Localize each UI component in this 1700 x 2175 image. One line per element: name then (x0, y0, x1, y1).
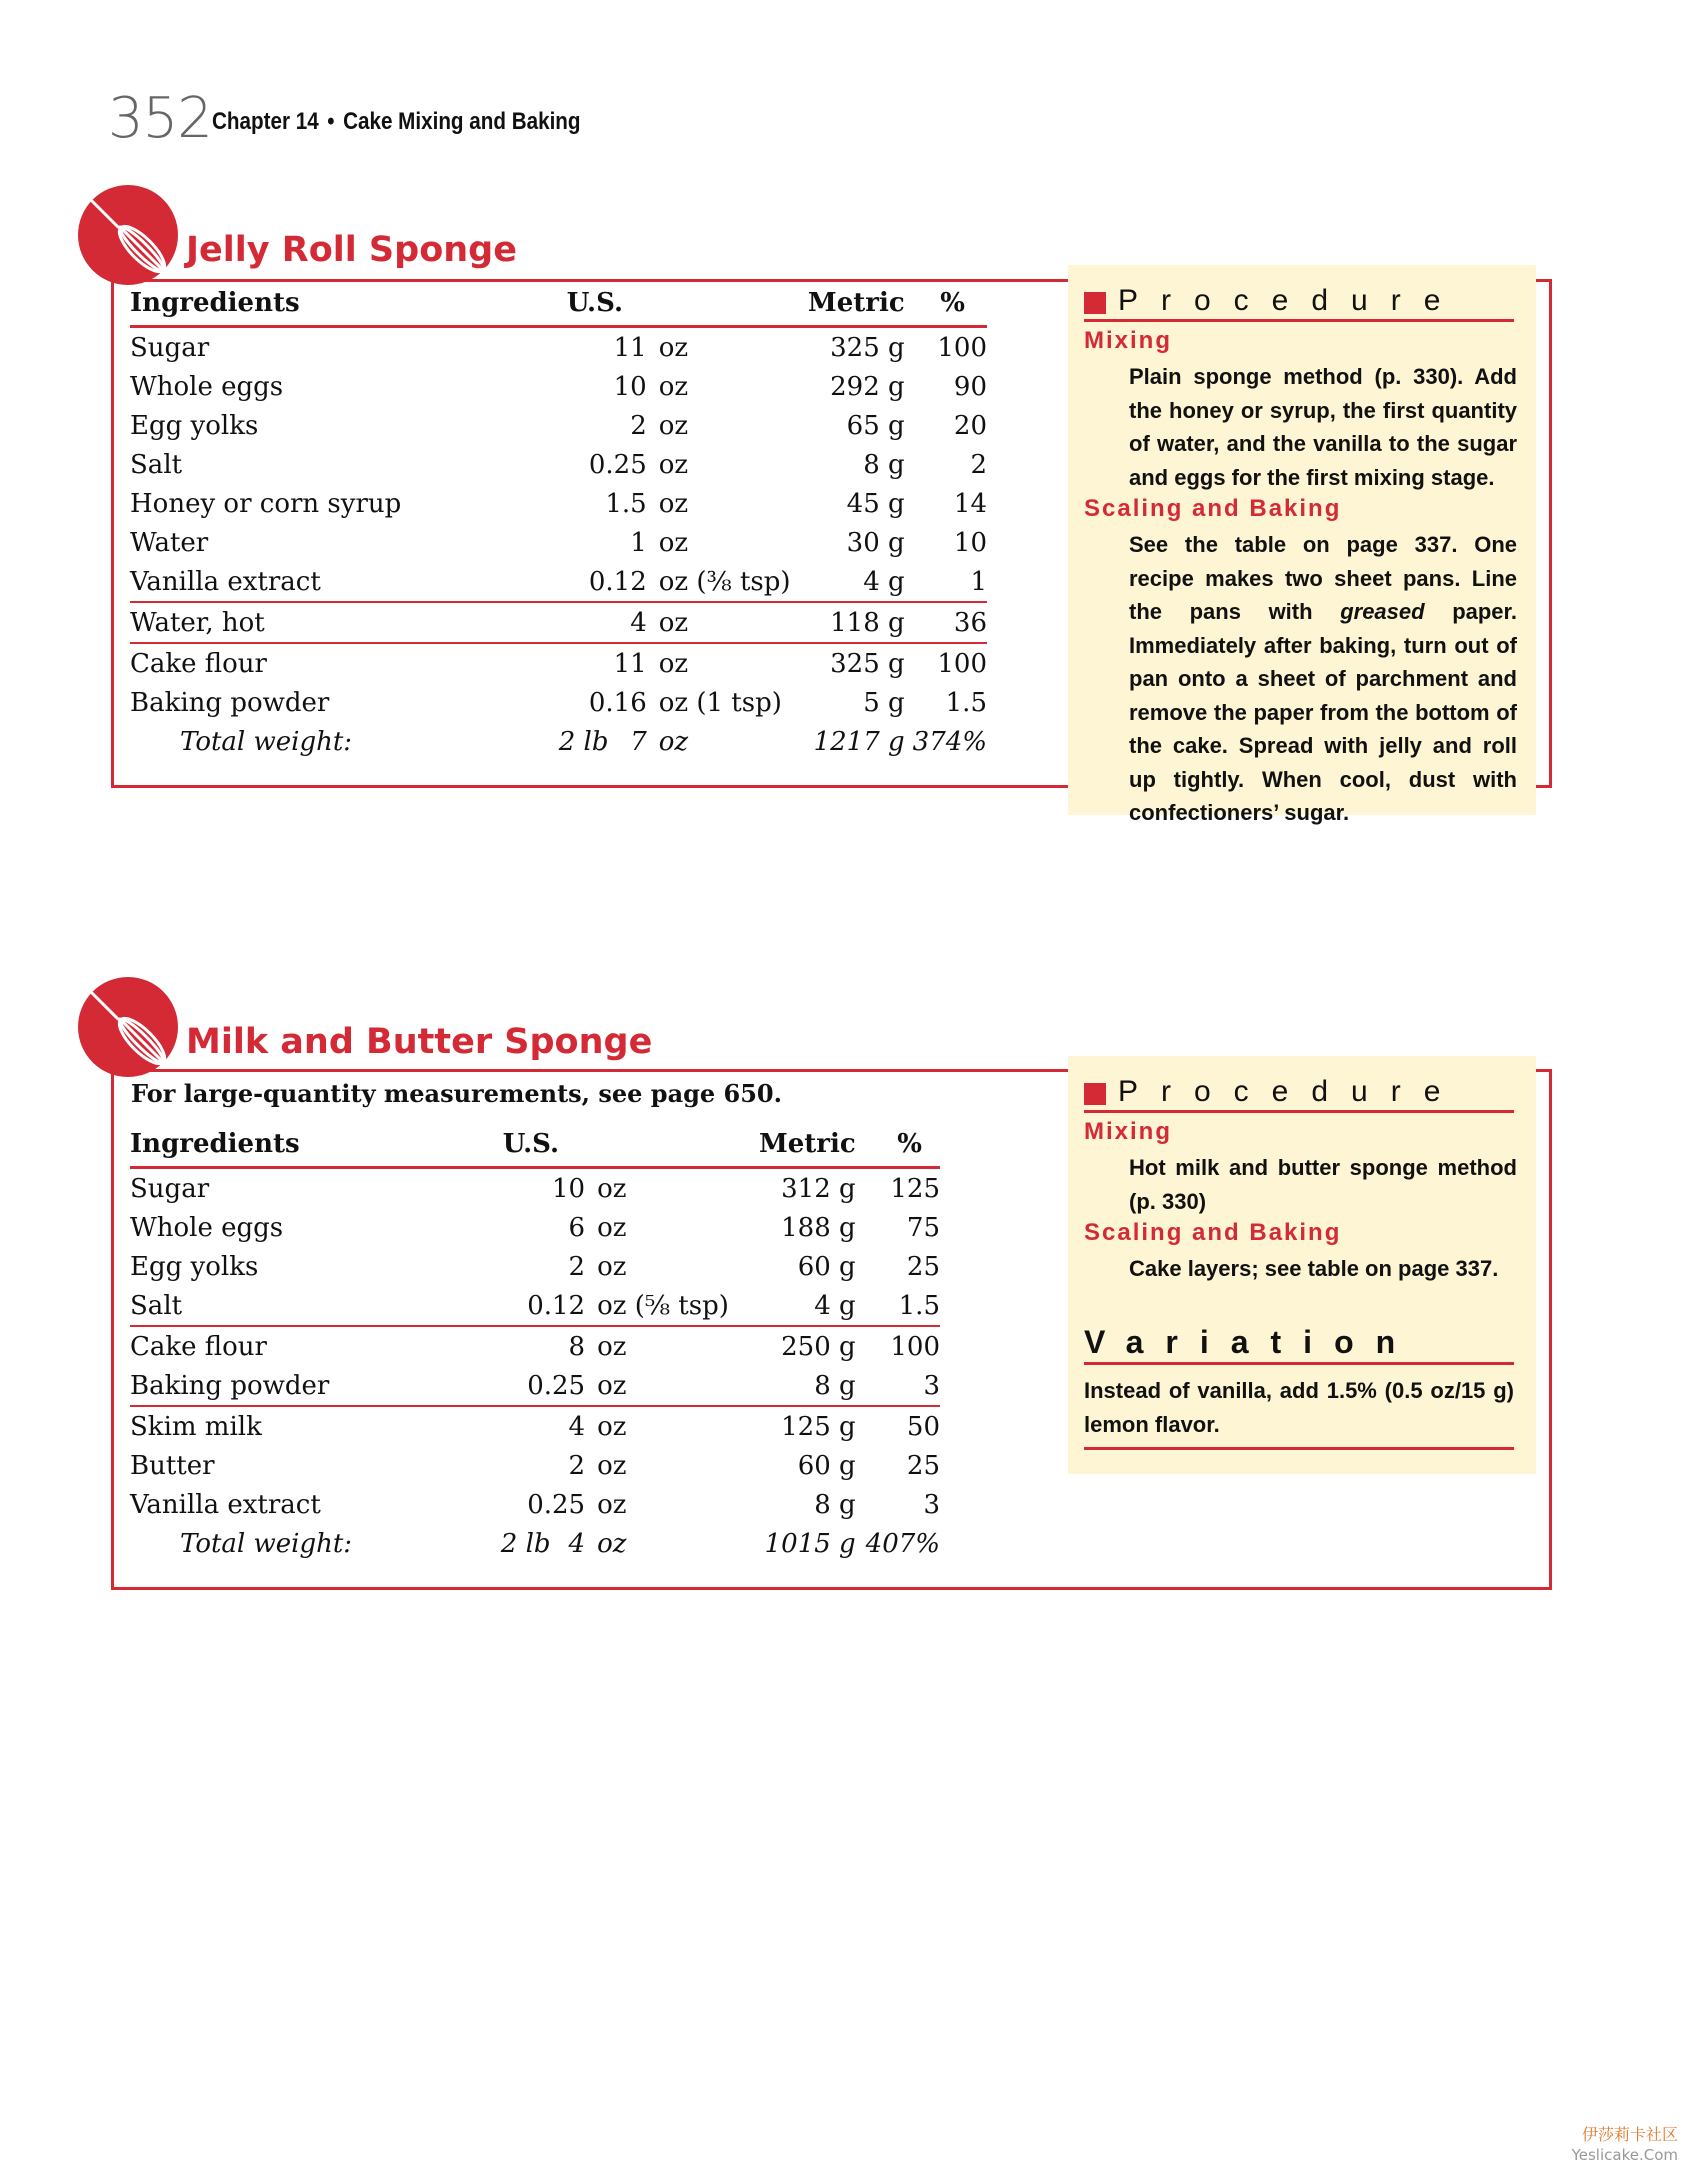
table-row (130, 1247, 940, 1286)
greased-emphasis: greased (1340, 599, 1425, 624)
table-row (130, 562, 987, 602)
table-row (130, 445, 987, 484)
table-row (130, 602, 987, 643)
us-amount: 0.12 (527, 1290, 586, 1321)
us-amount: 0.25 (527, 1489, 586, 1520)
column-header-metric: Metric (807, 288, 905, 318)
ingredient-name: Cake flour (130, 1326, 377, 1366)
recipe-title: Milk and Butter Sponge (186, 1022, 653, 1062)
metric-amount: 60 g (797, 1450, 856, 1481)
us-unit: oz (658, 449, 689, 480)
total-row (130, 1524, 940, 1563)
percent-value: 2 (970, 449, 987, 480)
metric-amount: 325 g (791, 643, 905, 683)
us-unit: oz (658, 488, 689, 519)
table-row (130, 1406, 940, 1446)
running-head (212, 108, 581, 136)
column-header-ingredients: Ingredients (130, 288, 300, 318)
us-unit: oz (597, 1370, 627, 1401)
percent-value: 100 (905, 643, 987, 683)
us-amount: 10 (551, 1173, 586, 1204)
total-lb: 2 lb (500, 1528, 551, 1559)
metric-amount: 60 g (797, 1251, 856, 1282)
scaling-text: See the table on page 337. One recipe makes two sheet pans. Line the pans with greased paper. Immediately after baking, turn out of pan onto a sheet of parchment and remove the paper from the bottom of the cake. Spread with jelly and roll up tightly. When cool, dust with confectioners’ sugar. (1129, 532, 1517, 825)
percent-value: 3 (923, 1370, 940, 1401)
variation-heading: Variation (1084, 1322, 1514, 1365)
us-amount: 1 (630, 527, 647, 558)
us-unit: oz (658, 527, 689, 558)
table-row (130, 1485, 940, 1524)
ingredient-name: Salt (130, 449, 183, 480)
table-row (130, 1168, 940, 1209)
square-bullet-icon (1084, 292, 1106, 314)
recipe-title: Jelly Roll Sponge (186, 230, 517, 270)
ingredient-name: Sugar (130, 332, 210, 363)
percent-value: 125 (890, 1173, 940, 1204)
percent-value: 100 (937, 332, 987, 363)
ingredient-name: Butter (130, 1450, 215, 1481)
us-amount: 11 (423, 643, 647, 683)
chapter-label: Chapter 14 (212, 108, 319, 135)
total-label: Total weight: (180, 1528, 353, 1559)
metric-amount: 5 g (863, 687, 905, 718)
us-amount: 0.25 (588, 449, 647, 480)
total-unit: oz (597, 1528, 627, 1559)
us-amount: 6 (568, 1212, 586, 1243)
column-header-metric: Metric (758, 1129, 856, 1159)
ingredients-table (130, 1122, 940, 1563)
procedure-heading: Procedure (1084, 1074, 1514, 1113)
us-unit: oz (597, 1489, 627, 1520)
percent-value: 25 (906, 1450, 940, 1481)
us-amount: 4 (423, 602, 647, 643)
ingredient-name: Water (130, 527, 209, 558)
metric-amount: 30 g (846, 527, 905, 558)
percent-value: 36 (905, 602, 987, 643)
ingredient-name: Baking powder (130, 687, 330, 718)
scaling-label: Scaling and Baking (1084, 1219, 1342, 1246)
us-amount: 10 (613, 371, 647, 402)
us-unit: oz (597, 1212, 627, 1243)
total-metric: 1015 g (764, 1528, 856, 1559)
procedure-panel (1068, 1056, 1536, 1474)
metric-amount: 4 g (863, 566, 905, 597)
us-unit: oz (585, 1326, 729, 1366)
us-unit: oz (647, 643, 791, 683)
metric-amount: 4 g (814, 1290, 856, 1321)
us-unit: oz (597, 1251, 627, 1282)
us-unit: oz (597, 1173, 627, 1204)
us-unit: oz (597, 1450, 627, 1481)
us-amount: 2 (568, 1450, 586, 1481)
total-percent: 374% (912, 726, 987, 757)
table-row (130, 1286, 940, 1326)
table-header-row (130, 281, 987, 327)
metric-amount: 118 g (791, 602, 905, 643)
total-row (130, 722, 987, 761)
percent-value: 14 (953, 488, 987, 519)
watermark-cn: 伊莎莉卡社区 (1581, 2125, 1678, 2144)
table-row (130, 643, 987, 683)
metric-amount: 188 g (781, 1212, 856, 1243)
us-unit: oz (585, 1406, 729, 1446)
us-unit: oz (647, 602, 791, 643)
ingredient-name: Egg yolks (130, 1251, 259, 1282)
table-row (130, 327, 987, 368)
ingredient-name: Vanilla extract (130, 1489, 321, 1520)
bullet-separator: • (327, 108, 335, 135)
metric-amount: 8 g (814, 1489, 856, 1520)
ingredient-name: Vanilla extract (130, 566, 321, 597)
us-amount: 0.12 (588, 566, 647, 597)
ingredient-name: Egg yolks (130, 410, 259, 441)
percent-value: 50 (856, 1406, 940, 1446)
metric-amount: 8 g (863, 449, 905, 480)
scaling-text: Cake layers; see table on page 337. (1129, 1256, 1499, 1281)
table-row (130, 1326, 940, 1366)
table-row (130, 683, 987, 722)
total-oz: 7 (630, 726, 647, 757)
mixing-text: Plain sponge method (p. 330). Add the honey or syrup, the first quantity of water, and the vanilla to the sugar and eggs for the first mixing stage. (1129, 364, 1517, 490)
total-metric: 1217 g (813, 726, 905, 757)
total-percent: 407% (865, 1528, 940, 1559)
percent-value: 3 (923, 1489, 940, 1520)
metric-amount: 125 g (729, 1406, 856, 1446)
procedure-panel (1068, 265, 1536, 825)
variation-text: Instead of vanilla, add 1.5% (0.5 oz/15 g) lemon flavor. (1084, 1374, 1514, 1450)
ingredient-name: Skim milk (130, 1406, 377, 1446)
procedure-heading: Procedure (1084, 283, 1514, 322)
mixing-label: Mixing (1084, 327, 1172, 354)
percent-value: 25 (906, 1251, 940, 1282)
square-bullet-icon (1084, 1083, 1106, 1105)
page-number: 352 (108, 86, 212, 151)
table-row (130, 1446, 940, 1485)
column-header-us: U.S. (566, 288, 623, 318)
us-amount: 2 (568, 1251, 586, 1282)
metric-amount: 45 g (846, 488, 905, 519)
percent-value: 10 (953, 527, 987, 558)
chapter-title: Cake Mixing and Baking (343, 108, 581, 135)
total-label: Total weight: (180, 726, 353, 757)
metric-amount: 325 g (830, 332, 905, 363)
table-row (130, 523, 987, 562)
ingredient-name: Water, hot (130, 602, 423, 643)
us-amount: 0.25 (527, 1370, 586, 1401)
total-oz: 4 (568, 1528, 586, 1559)
scaling-label: Scaling and Baking (1084, 495, 1342, 522)
ingredient-name: Salt (130, 1290, 183, 1321)
us-unit: oz (658, 371, 689, 402)
us-amount: 1.5 (605, 488, 647, 519)
percent-value: 20 (953, 410, 987, 441)
column-header-us: U.S. (502, 1129, 560, 1159)
percent-value: 1.5 (898, 1290, 940, 1321)
us-unit: oz (1 tsp) (658, 687, 782, 718)
watermark-en: Yeslicake.Com (1571, 2146, 1678, 2164)
us-amount: 2 (630, 410, 647, 441)
percent-value: 1.5 (945, 687, 987, 718)
column-header-percent: % (897, 1129, 922, 1159)
metric-amount: 65 g (846, 410, 905, 441)
table-row (130, 406, 987, 445)
mixing-label: Mixing (1084, 1118, 1172, 1145)
us-unit: oz (658, 410, 689, 441)
mixing-text: Hot milk and butter sponge method (p. 330) (1129, 1155, 1517, 1214)
whisk-icon (76, 975, 180, 1079)
ingredient-name: Whole eggs (130, 371, 284, 402)
table-row (130, 484, 987, 523)
table-row (130, 1208, 940, 1247)
percent-value: 1 (970, 566, 987, 597)
column-header-percent: % (940, 288, 965, 318)
metric-amount: 312 g (781, 1173, 856, 1204)
us-unit: oz (⅝ tsp) (597, 1290, 729, 1321)
ingredient-name: Cake flour (130, 643, 423, 683)
us-amount: 11 (613, 332, 647, 363)
us-unit: oz (658, 332, 689, 363)
table-header-row (130, 1122, 940, 1168)
us-amount: 8 (377, 1326, 585, 1366)
percent-value: 75 (906, 1212, 940, 1243)
metric-amount: 250 g (729, 1326, 856, 1366)
metric-amount: 292 g (830, 371, 905, 402)
total-unit: oz (658, 726, 689, 757)
whisk-icon (76, 183, 180, 287)
quantity-note: For large-quantity measurements, see page 650. (131, 1079, 782, 1108)
percent-value: 90 (953, 371, 987, 402)
percent-value: 100 (856, 1326, 940, 1366)
ingredient-name: Whole eggs (130, 1212, 284, 1243)
us-amount: 0.16 (588, 687, 647, 718)
total-lb: 2 lb (558, 726, 609, 757)
metric-amount: 8 g (814, 1370, 856, 1401)
table-row (130, 1366, 940, 1406)
ingredient-name: Honey or corn syrup (130, 488, 402, 519)
ingredients-table (130, 281, 987, 761)
ingredient-name: Baking powder (130, 1370, 330, 1401)
ingredient-name: Sugar (130, 1173, 210, 1204)
us-amount: 4 (377, 1406, 585, 1446)
table-row (130, 367, 987, 406)
us-unit: oz (⅜ tsp) (658, 566, 791, 597)
column-header-ingredients: Ingredients (130, 1129, 300, 1159)
